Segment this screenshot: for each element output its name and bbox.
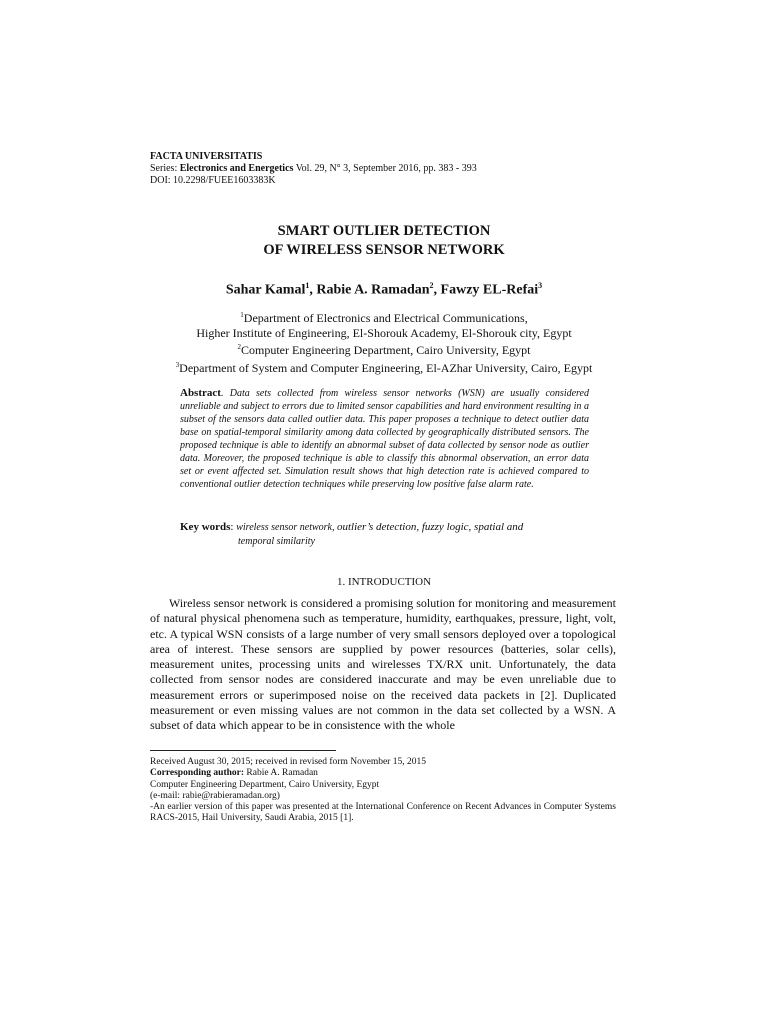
keywords-label: Key words (180, 521, 231, 533)
author-list (0, 277, 768, 300)
footnotes (150, 757, 616, 825)
affiliations (0, 308, 768, 375)
affil-text: Department of Electronics and Electrical Communications, (243, 311, 528, 325)
affil-sup: 1 (240, 311, 244, 319)
series-details: Vol. 29, N° 3, September 2016, pp. 383 - 393 (293, 163, 477, 174)
affil-sup: 3 (175, 360, 180, 369)
affiliation-line (0, 326, 768, 341)
author-name: Sahar Kamal (225, 282, 306, 298)
corr-label: Corresponding author: (150, 768, 245, 779)
author-sup: 2 (429, 281, 434, 290)
journal-doi: DOI: 10.2298/FUEE1603383K (150, 175, 276, 186)
series-prefix: Series: (150, 163, 180, 174)
corr-name: Rabie A. Ramadan (244, 768, 318, 779)
keywords-part-2: outlier’s detection, fuzzy logic, spatial and (336, 521, 524, 533)
affil-text: Department of System and Computer Engineering, El-AZhar University, Cairo, Egypt (179, 360, 593, 375)
author-name: Rabie A. Ramadan (316, 282, 430, 298)
affil-text: Computer Engineering Department, Cairo University, Egypt (241, 343, 531, 357)
abstract (180, 387, 589, 491)
keywords-part-1: wireless sensor network, (236, 522, 337, 533)
journal-name: FACTA UNIVERSITATIS (150, 151, 263, 162)
journal-header (150, 151, 477, 187)
keywords (180, 520, 580, 549)
affiliation-line (0, 308, 768, 326)
section-number: 1. I (336, 576, 352, 588)
author-sup: 3 (538, 281, 543, 290)
affil-text: Higher Institute of Engineering, El-Shorouk Academy, El-Shorouk city, Egypt (196, 325, 572, 340)
section-heading (0, 576, 768, 589)
corresponding-author (150, 768, 616, 779)
title-line-2: OF WIRELESS SENSOR NETWORK (263, 242, 505, 258)
author-sep: , (309, 282, 317, 298)
keywords-colon: : (230, 521, 237, 533)
journal-series (150, 163, 477, 175)
series-name: Electronics and Energetics (179, 163, 294, 174)
title-line-1: SMART OUTLIER DETECTION (277, 223, 491, 239)
corr-email: (e-mail: rabie@rabieramadan.org) (150, 790, 280, 801)
affiliation-line (0, 340, 768, 358)
body-paragraph: Wireless sensor network is considered a promising solution for monitoring and measurement of natural physical phenomena such as temperature, humidity, earthquakes, pressure, light, volt, etc. A typical WSN consists of a large number of very small sensors deployed over a topological area of interest. These sensors are supplied by power resources (batteries, solar cells), measurement unites, processing units and wirelesses TX/RX unit. Unfortunately, the data collected from sensor nodes are considered inaccurate and may be even unreliable due to measurement errors or superimposed noise on the received data packets in [2]. Duplicated measurement or even missing values are not common in the data set collected by a WSN. A subset of data which appear to be in consistence with the whole (150, 596, 616, 733)
footnote-rule (150, 750, 336, 751)
earlier-version-note: -An earlier version of this paper was presented at the International Conference on Recent Advances in Computer Systems RACS-2015, Hail University, Saudi Arabia, 2015 [1]. (150, 802, 616, 824)
received-dates: Received August 30, 2015; received in revised form November 15, 2015 (150, 757, 426, 767)
abstract-text: . Data sets collected from wireless sensor networks (WSN) are usually considered unreliable and subject to errors due to limited sensor capabilities and hard environment resulting in a subset of the sensors data called outlier data. This paper proposes a technique to detect outlier data base on spatial-temporal similarity among data collected by geographically distributed sensors. The proposed technique is able to identify an abnormal subset of data collected by sensor node as outlier data. Moreover, the proposed technique is able to classify this abnormal observation, an error data set or event affected set. Simulation result shows that high detection rate is achieved compared to conventional outlier detection techniques while preserving low positive false alarm rate. (180, 388, 589, 490)
keywords-part-3: temporal similarity (238, 536, 315, 547)
author-name: Fawzy EL-Refai (440, 282, 539, 298)
abstract-label: Abstract (180, 387, 221, 399)
author-sep: , (433, 282, 441, 298)
corr-department: Computer Engineering Department, Cairo University, Egypt (150, 779, 380, 790)
paper-title (0, 222, 768, 260)
affil-sup: 2 (237, 343, 241, 351)
affiliation-line (0, 358, 768, 376)
author-sup: 1 (305, 281, 310, 290)
section-title: NTRODUCTION (351, 576, 432, 588)
